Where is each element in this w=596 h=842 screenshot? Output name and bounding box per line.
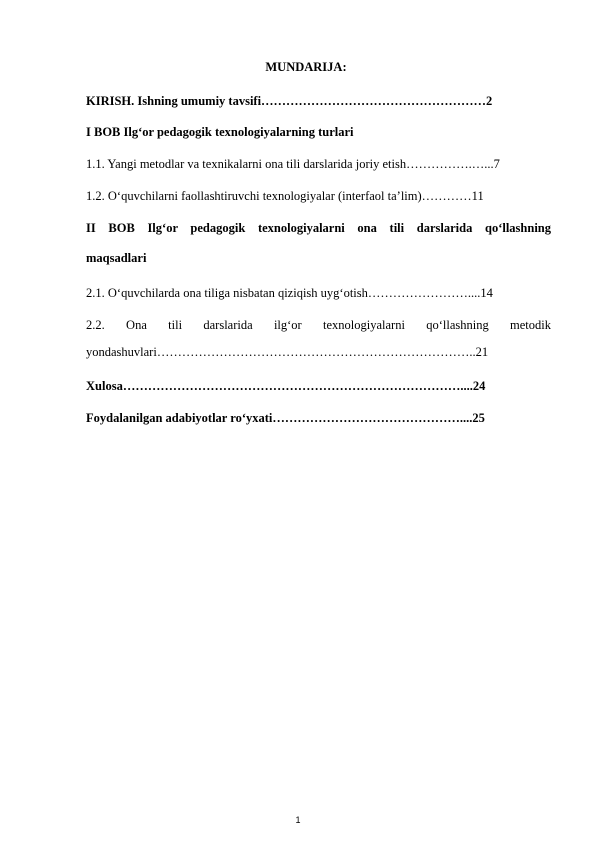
page-number: 1 <box>295 815 301 825</box>
toc-entry-2-1: 2.1. O‘quvchilarda ona tiliga nisbatan qiziqish uyg‘otish……………………....14 <box>86 286 493 300</box>
toc-entry-2-2-cont: yondashuvlari…………………………………………………………………..21 <box>86 345 489 359</box>
toc-entry-xulosa: Xulosa………………………………………………………………………....24 <box>86 379 486 393</box>
toc-entry-chapter-2-cont: maqsadlari <box>86 251 147 265</box>
toc-title: MUNDARIJA: <box>265 60 347 74</box>
toc-entry-chapter-2: II BOB Ilg‘or pedagogik texnologiyalarni ona tili darslarida qo‘llashning <box>86 221 551 235</box>
toc-entry-chapter-1: I BOB Ilg‘or pedagogik texnologiyalarning turlari <box>86 125 354 139</box>
toc-entry-1-1: 1.1. Yangi metodlar va texnikalarni ona tili darslarida joriy etish…………….…...7 <box>86 157 500 171</box>
toc-entry-1-2: 1.2. O‘quvchilarni faollashtiruvchi texnologiyalar (interfaol ta’lim)…………11 <box>86 189 484 203</box>
toc-entry-2-2: 2.2. Ona tili darslarida ilg‘or texnologiyalarni qo‘llashning metodik <box>86 318 551 332</box>
toc-entry-kirish: KIRISH. Ishning umumiy tavsifi………………………………………………2 <box>86 94 493 108</box>
toc-entry-references: Foydalanilgan adabiyotlar ro‘yxati………………………………………....25 <box>86 411 485 425</box>
